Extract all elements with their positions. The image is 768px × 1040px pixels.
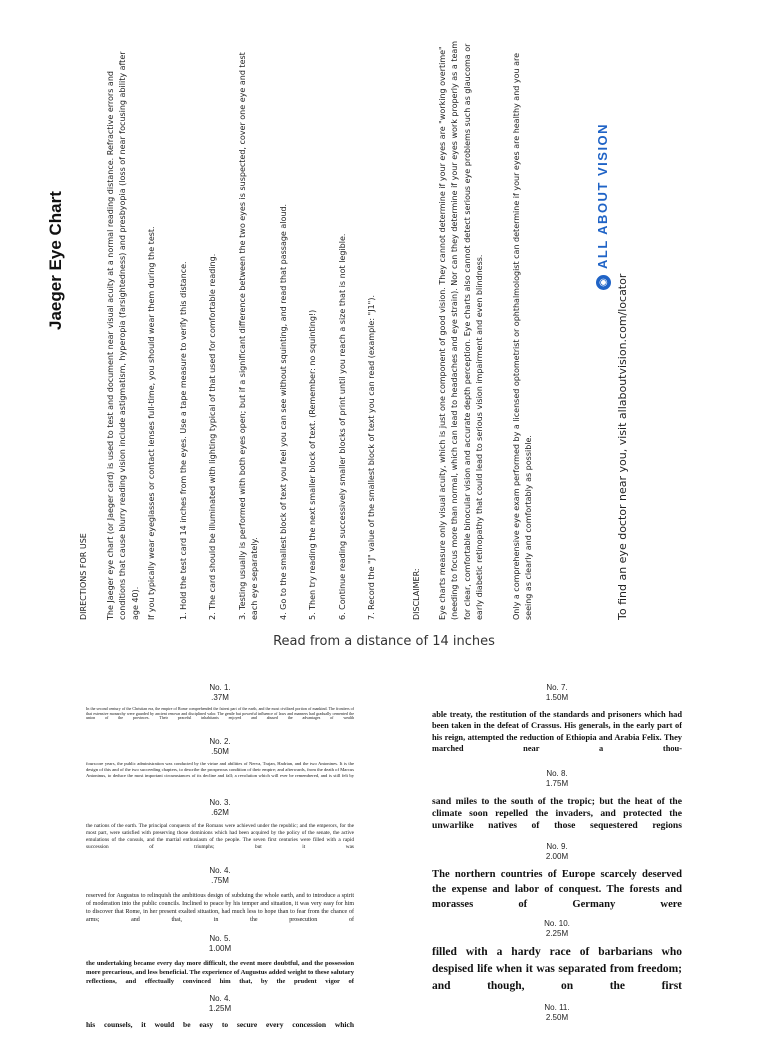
jaeger-block <box>86 866 354 932</box>
block-text: In the second century of the Christian era, the empire of Rome comprehended the fairest part of the earth, and the most civilized portion of mankind. The frontiers of that extensive monarchy were guarded by ancient renown and disciplined valor. The gentle but powerful influence of laws and manners had gradually cemented the union of the provinces. Their peaceful inhabitants enjoyed and abused the advantages of wealth <box>86 707 354 720</box>
step-item: 7. Record the "J" value of the smallest block of text you can read (example: "J1"). <box>367 294 377 620</box>
block-text: his counsels, it would be easy to secure every concession which <box>86 1020 354 1029</box>
directions-intro: The Jaeger eye chart (or Jaeger card) is used to test and document near visual acuity at a normal reading distance. Refractive errors and conditions that cause blurry reading vision include astigmatism, hyperopia (farsightedness) and presbyopia (loss of near focusing ability after age 40). <box>106 51 140 620</box>
block-size: 2.25M <box>545 929 569 938</box>
eyewear-note: If you typically wear eyeglasses or contact lenses full-time, you should wear them during the test. <box>147 226 156 620</box>
jaeger-block <box>432 769 682 844</box>
block-text: the undertaking became every day more difficult, the event more doubtful, and the possession more precarious, and less beneficial. The experience of Augustus added weight to these salutary reflections, and effectually convinced him that, by the prudent vigor of <box>86 960 354 985</box>
block-size: 2.50M <box>545 1013 569 1022</box>
block-size: 1.25M <box>208 1004 232 1013</box>
block-number: No. 10. <box>544 919 570 928</box>
block-number: No. 11. <box>544 1003 570 1012</box>
step-item: 4. Go to the smallest block of text you feel you can see without squinting, and read that passage aloud. <box>279 203 289 620</box>
jaeger-block <box>86 798 354 858</box>
block-size: 1.75M <box>545 779 569 788</box>
block-text: The northern countries of Europe scarcely deserved the expense and labor of conquest. The forests and morasses of Germany were <box>432 869 682 910</box>
block-number: No. 3. <box>209 798 231 807</box>
block-number: No. 5. <box>209 934 231 943</box>
brand-name: ALL ABOUT VISION <box>595 122 611 269</box>
brand-logo <box>596 123 611 290</box>
block-size: .62M <box>211 808 229 817</box>
directions-steps <box>178 40 395 620</box>
block-number: No. 4. <box>209 994 231 1003</box>
block-size: .75M <box>211 876 229 885</box>
jaeger-block <box>432 683 682 765</box>
step-item: 1. Hold the test card 14 inches from the eyes. Use a tape measure to verify this distance. <box>179 261 188 620</box>
block-text: reserved for Augustus to relinquish the ambitious design of subduing the whole earth, and to introduce a spirit of moderation into the public councils. Inclined to peace by his temper and situation, it was very easy for him to discover that Rome, in her present exalted situation, had much less to hope than to fear from the chance of arms; and that, in the prosecution of <box>86 893 354 923</box>
chart-title: Jaeger Eye Chart <box>46 191 65 330</box>
block-number: No. 9. <box>546 842 568 851</box>
block-number: No. 2. <box>209 737 231 746</box>
disclaimer-text: Eye charts measure only visual acuity, which is just one component of good vision. They cannot determine if your eyes are "working overtime" (needing to focus more than normal, which can lead to headaches and eye strain). Nor can they determine if your eyes work properly as a team for clear, comfortable binocular vision and accurate depth perception. Eye charts also cannot detect serious eye problems such as glaucoma or early diabetic retinopathy that could lead to serious vision impairment and even blindness. <box>438 40 484 620</box>
jaeger-block <box>86 737 354 785</box>
block-size: 1.00M <box>208 944 232 953</box>
jaeger-block <box>86 683 354 725</box>
directions-heading: DIRECTIONS FOR USE <box>79 533 88 620</box>
jaeger-block <box>432 919 682 1012</box>
block-text: the nations of the earth. The principal conquests of the Romans were achieved under the republic; and the emperors, for the most part, were satisfied with preserving those dominions which had been acquired by the policy of the senate, the active emulations of the consuls, and the martial enthusiasm of the people. The seven first centuries were filled with a rapid succession of triumphs; but it was <box>86 823 354 850</box>
block-text: able treaty, the restitution of the standards and prisoners which had been taken in the defeat of Crassus. His generals, in the early part of his reign, attempted the reduction of Ethiopia and Arabia Felix. They marched near a thou- <box>432 710 682 753</box>
locator-text: To find an eye doctor near you, visit allaboutvision.com/locator <box>616 273 629 620</box>
block-size: 2.00M <box>545 852 569 861</box>
block-number: No. 7. <box>546 683 568 692</box>
step-item: 5. Then try reading the next smaller block of text. (Remember: no squinting!) <box>308 309 318 620</box>
step-item: 6. Continue reading successively smaller blocks of print until you reach a size that is not legible. <box>337 233 347 620</box>
block-text: fourscore years, the public administration was conducted by the virtue and abilities of Nerva, Trajan, Hadrian, and the two Antonines. It is the design of this and of the two succeeding chapters, to describe the prosperous condition of their empire; and afterwards, from the death of Marcus Antoninus, to deduce the most important circumstances of its decline and fall; a revolution which will ever be remembered, and is still felt by <box>86 761 354 778</box>
block-size: .37M <box>211 693 229 702</box>
block-size: 1.50M <box>545 693 569 702</box>
block-number: No. 1. <box>209 683 231 692</box>
jaeger-block <box>86 994 354 1040</box>
exam-note: Only a comprehensive eye exam performed by a licensed optometrist or ophthalmologist can determine if your eyes are healthy and you are seeing as clearly and comfortably as possible. <box>512 52 534 620</box>
disclaimer-heading: DISCLAIMER: <box>412 568 421 620</box>
block-text: sand miles to the south of the tropic; but the heat of the climate soon repelled the invaders, and protected the unwarlike natives of those sequestered regions <box>432 796 682 831</box>
read-distance-heading: Read from a distance of 14 inches <box>273 634 495 649</box>
block-number: No. 4. <box>209 866 231 875</box>
step-item: 3. Testing usually is performed with both eyes open; but if a significant difference between the two eyes is suspected, cover one eye and test each eye separately. <box>237 52 259 620</box>
eye-icon: ◉ <box>596 275 611 290</box>
jaeger-block <box>432 1003 682 1023</box>
jaeger-block <box>86 934 354 995</box>
step-item: 2. The card should be illuminated with lighting typical of that used for comfortable reading. <box>208 253 218 620</box>
block-text: filled with a hardy race of barbarians who despised life when it was separated from freedom; and though, on the first <box>432 946 682 992</box>
jaeger-block <box>432 842 682 927</box>
block-number: No. 8. <box>546 769 568 778</box>
block-size: .50M <box>211 747 229 756</box>
instruction-card-rotated <box>46 30 746 620</box>
